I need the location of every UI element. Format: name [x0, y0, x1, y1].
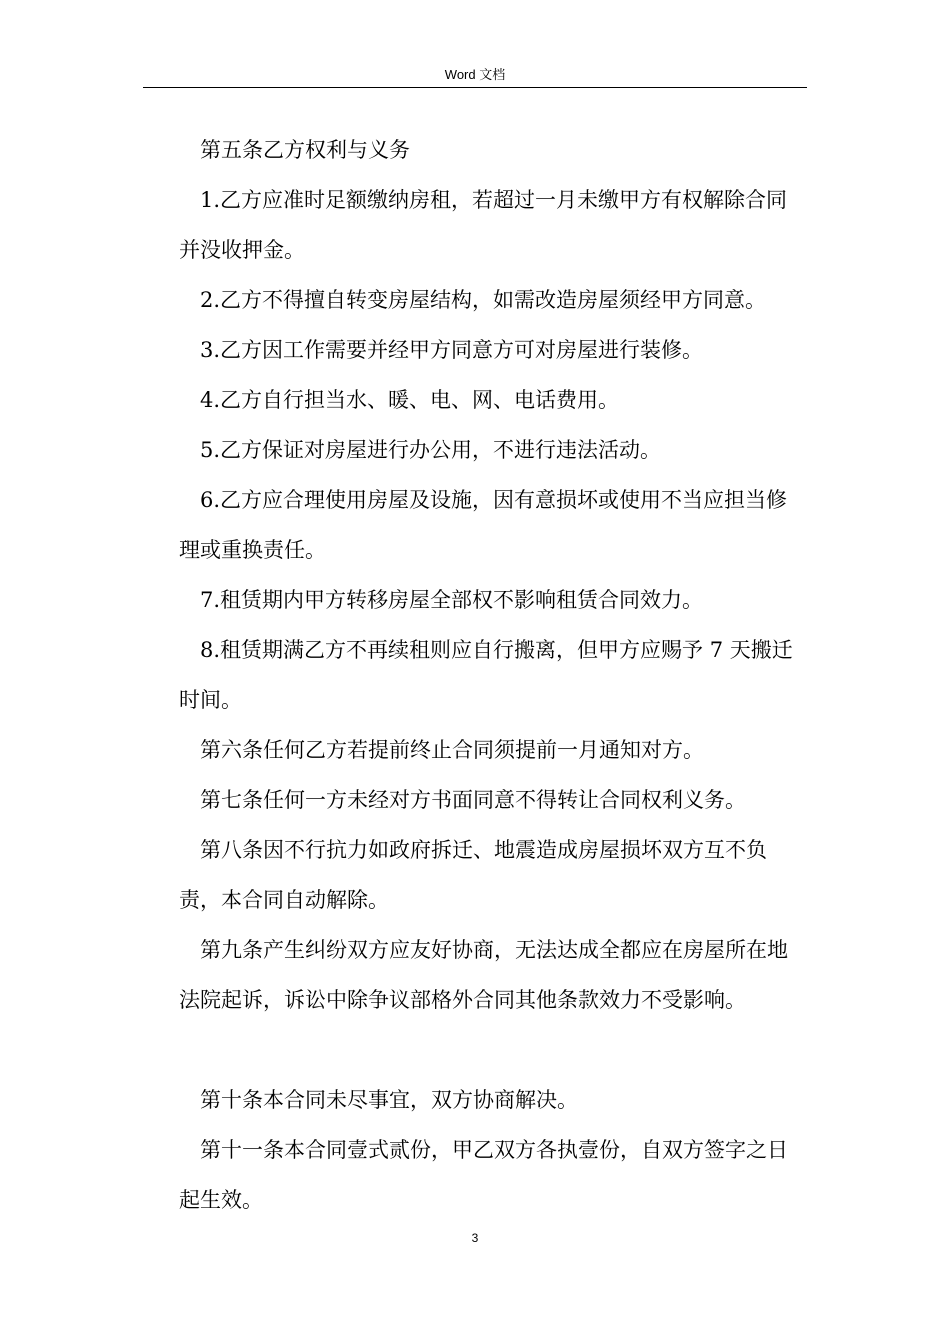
paragraph-item-2: 2.乙方不得擅自转变房屋结构，如需改造房屋须经甲方同意。: [200, 288, 767, 312]
paragraph-item-4: 4.乙方自行担当水、暖、电、网、电话费用。: [200, 388, 620, 412]
paragraph-article-6: 第六条任何乙方若提前终止合同须提前一月通知对方。: [200, 738, 704, 762]
paragraph-article-9: 第九条产生纠纷双方应友好协商，无法达成全都应在房屋所在地法院起诉，诉讼中除争议部格外合同其他条款效力不受影响。: [179, 938, 788, 1012]
paragraph-item-1: 1.乙方应准时足额缴纳房租，若超过一月未缴甲方有权解除合同并没收押金。: [179, 188, 788, 262]
paragraph-article-5: 第五条乙方权利与义务: [200, 138, 410, 162]
paragraph-item-7: 7.租赁期内甲方转移房屋全部权不影响租赁合同效力。: [200, 588, 704, 612]
paragraph-article-10: 第十条本合同未尽事宜，双方协商解决。: [200, 1088, 578, 1112]
paragraph-item-5: 5.乙方保证对房屋进行办公用，不进行违法活动。: [200, 438, 662, 462]
document-body: [179, 125, 805, 1225]
header-divider: [143, 87, 807, 88]
paragraph-article-11: 第十一条本合同壹式贰份，甲乙双方各执壹份，自双方签字之日起生效。: [179, 1138, 788, 1212]
paragraph-item-6: 6.乙方应合理使用房屋及设施，因有意损坏或使用不当应担当修理或重换责任。: [179, 488, 788, 562]
paragraph-article-8: 第八条因不行抗力如政府拆迁、地震造成房屋损坏双方互不负责，本合同自动解除。: [179, 838, 767, 912]
page-number: 3: [471, 1231, 479, 1245]
paragraph-article-7: 第七条任何一方未经对方书面同意不得转让合同权利义务。: [200, 788, 746, 812]
blank-line: [179, 1025, 805, 1075]
page-header-title: Word 文档: [444, 67, 506, 82]
paragraph-item-3: 3.乙方因工作需要并经甲方同意方可对房屋进行装修。: [200, 338, 704, 362]
paragraph-item-8: 8.租赁期满乙方不再续租则应自行搬离，但甲方应赐予 7 天搬迁时间。: [179, 638, 793, 712]
